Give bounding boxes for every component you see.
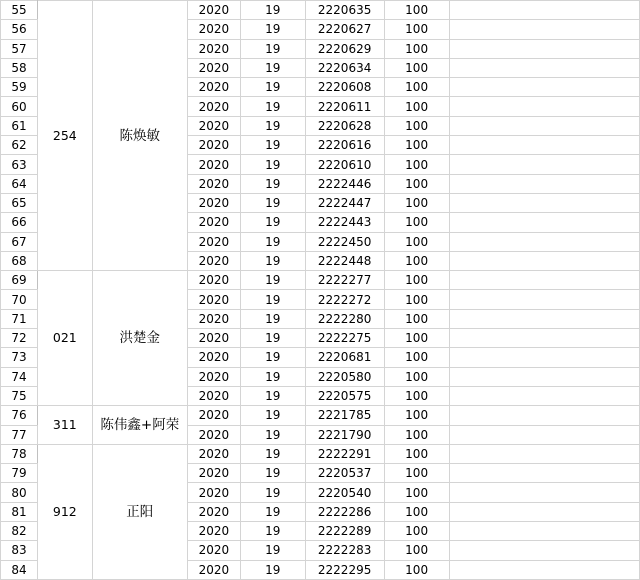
group-code-cell[interactable]: 021 [38,271,93,406]
number-cell[interactable]: 19 [240,232,305,251]
score-cell[interactable]: 100 [384,386,449,405]
score-cell[interactable]: 100 [384,483,449,502]
group-name-cell[interactable]: 陈伟鑫+阿荣 [92,406,187,445]
empty-cell[interactable] [449,444,639,463]
score-cell[interactable]: 100 [384,213,449,232]
number-cell[interactable]: 19 [240,464,305,483]
number-cell[interactable]: 19 [240,155,305,174]
row-number[interactable]: 56 [1,20,38,39]
year-cell[interactable]: 2020 [187,522,240,541]
year-cell[interactable]: 2020 [187,271,240,290]
year-cell[interactable]: 2020 [187,58,240,77]
id-cell[interactable]: 2220608 [305,78,384,97]
id-cell[interactable]: 2220611 [305,97,384,116]
number-cell[interactable]: 19 [240,116,305,135]
empty-cell[interactable] [449,367,639,386]
year-cell[interactable]: 2020 [187,444,240,463]
score-cell[interactable]: 100 [384,193,449,212]
empty-cell[interactable] [449,1,639,20]
empty-cell[interactable] [449,174,639,193]
empty-cell[interactable] [449,97,639,116]
row-number[interactable]: 80 [1,483,38,502]
row-number[interactable]: 67 [1,232,38,251]
id-cell[interactable]: 2220681 [305,348,384,367]
id-cell[interactable]: 2222275 [305,329,384,348]
year-cell[interactable]: 2020 [187,116,240,135]
score-cell[interactable]: 100 [384,97,449,116]
table-row [1,406,640,425]
row-number[interactable]: 72 [1,329,38,348]
score-cell[interactable]: 100 [384,560,449,579]
row-number[interactable]: 62 [1,136,38,155]
id-cell[interactable]: 2222277 [305,271,384,290]
year-cell[interactable]: 2020 [187,39,240,58]
year-cell[interactable]: 2020 [187,483,240,502]
number-cell[interactable]: 19 [240,367,305,386]
score-cell[interactable]: 100 [384,232,449,251]
empty-cell[interactable] [449,116,639,135]
score-cell[interactable]: 100 [384,425,449,444]
id-cell[interactable]: 2222448 [305,251,384,270]
empty-cell[interactable] [449,58,639,77]
id-cell[interactable]: 2222446 [305,174,384,193]
number-cell[interactable]: 19 [240,348,305,367]
row-number[interactable]: 70 [1,290,38,309]
id-cell[interactable]: 2222286 [305,502,384,521]
number-cell[interactable]: 19 [240,58,305,77]
id-cell[interactable]: 2222289 [305,522,384,541]
score-cell[interactable]: 100 [384,290,449,309]
year-cell[interactable]: 2020 [187,20,240,39]
empty-cell[interactable] [449,329,639,348]
id-cell[interactable]: 2220634 [305,58,384,77]
empty-cell[interactable] [449,78,639,97]
score-cell[interactable]: 100 [384,174,449,193]
empty-cell[interactable] [449,251,639,270]
score-cell[interactable]: 100 [384,541,449,560]
empty-cell[interactable] [449,541,639,560]
empty-cell[interactable] [449,483,639,502]
score-cell[interactable]: 100 [384,444,449,463]
year-cell[interactable]: 2020 [187,329,240,348]
id-cell[interactable]: 2222272 [305,290,384,309]
year-cell[interactable]: 2020 [187,560,240,579]
number-cell[interactable]: 19 [240,97,305,116]
score-cell[interactable]: 100 [384,348,449,367]
empty-cell[interactable] [449,560,639,579]
id-cell[interactable]: 2222295 [305,560,384,579]
year-cell[interactable]: 2020 [187,406,240,425]
empty-cell[interactable] [449,39,639,58]
number-cell[interactable]: 19 [240,386,305,405]
number-cell[interactable]: 19 [240,483,305,502]
year-cell[interactable]: 2020 [187,464,240,483]
year-cell[interactable]: 2020 [187,425,240,444]
score-cell[interactable]: 100 [384,309,449,328]
group-name-cell[interactable]: 陈焕敏 [92,1,187,271]
year-cell[interactable]: 2020 [187,251,240,270]
row-number[interactable]: 83 [1,541,38,560]
grid-body [1,1,640,580]
number-cell[interactable]: 19 [240,39,305,58]
score-cell[interactable]: 100 [384,464,449,483]
number-cell[interactable]: 19 [240,290,305,309]
id-cell[interactable]: 2222450 [305,232,384,251]
empty-cell[interactable] [449,522,639,541]
number-cell[interactable]: 19 [240,271,305,290]
empty-cell[interactable] [449,136,639,155]
group-name-cell[interactable]: 正阳 [92,444,187,579]
row-number[interactable]: 64 [1,174,38,193]
empty-cell[interactable] [449,213,639,232]
row-number[interactable]: 77 [1,425,38,444]
year-cell[interactable]: 2020 [187,1,240,20]
score-cell[interactable]: 100 [384,116,449,135]
year-cell[interactable]: 2020 [187,136,240,155]
empty-cell[interactable] [449,155,639,174]
empty-cell[interactable] [449,193,639,212]
row-number[interactable]: 76 [1,406,38,425]
row-number[interactable]: 69 [1,271,38,290]
year-cell[interactable]: 2020 [187,367,240,386]
row-number[interactable]: 60 [1,97,38,116]
row-number[interactable]: 55 [1,1,38,20]
year-cell[interactable]: 2020 [187,232,240,251]
group-name-cell[interactable]: 洪楚金 [92,271,187,406]
empty-cell[interactable] [449,464,639,483]
empty-cell[interactable] [449,290,639,309]
id-cell[interactable]: 2220575 [305,386,384,405]
score-cell[interactable]: 100 [384,58,449,77]
score-cell[interactable]: 100 [384,136,449,155]
row-number[interactable]: 74 [1,367,38,386]
number-cell[interactable]: 19 [240,20,305,39]
id-cell[interactable]: 2222283 [305,541,384,560]
number-cell[interactable]: 19 [240,1,305,20]
id-cell[interactable]: 2220540 [305,483,384,502]
id-cell[interactable]: 2220537 [305,464,384,483]
row-number[interactable]: 84 [1,560,38,579]
number-cell[interactable]: 19 [240,425,305,444]
row-number[interactable]: 82 [1,522,38,541]
score-cell[interactable]: 100 [384,271,449,290]
year-cell[interactable]: 2020 [187,541,240,560]
id-cell[interactable]: 2220580 [305,367,384,386]
score-cell[interactable]: 100 [384,522,449,541]
empty-cell[interactable] [449,309,639,328]
id-cell[interactable]: 2221785 [305,406,384,425]
number-cell[interactable]: 19 [240,502,305,521]
row-number[interactable]: 68 [1,251,38,270]
row-number[interactable]: 79 [1,464,38,483]
id-cell[interactable]: 2222291 [305,444,384,463]
table-row [1,271,640,290]
score-cell[interactable]: 100 [384,78,449,97]
number-cell[interactable]: 19 [240,136,305,155]
number-cell[interactable]: 19 [240,444,305,463]
row-number[interactable]: 58 [1,58,38,77]
number-cell[interactable]: 19 [240,174,305,193]
row-number[interactable]: 59 [1,78,38,97]
score-cell[interactable]: 100 [384,502,449,521]
score-cell[interactable]: 100 [384,20,449,39]
group-code-cell[interactable]: 311 [38,406,93,445]
year-cell[interactable]: 2020 [187,348,240,367]
empty-cell[interactable] [449,386,639,405]
row-number[interactable]: 78 [1,444,38,463]
number-cell[interactable]: 19 [240,541,305,560]
id-cell[interactable]: 2222443 [305,213,384,232]
number-cell[interactable]: 19 [240,309,305,328]
number-cell[interactable]: 19 [240,406,305,425]
number-cell[interactable]: 19 [240,560,305,579]
row-number[interactable]: 71 [1,309,38,328]
score-cell[interactable]: 100 [384,39,449,58]
year-cell[interactable]: 2020 [187,213,240,232]
number-cell[interactable]: 19 [240,522,305,541]
number-cell[interactable]: 19 [240,193,305,212]
row-number[interactable]: 57 [1,39,38,58]
year-cell[interactable]: 2020 [187,174,240,193]
group-code-cell[interactable]: 254 [38,1,93,271]
id-cell[interactable]: 2220629 [305,39,384,58]
year-cell[interactable]: 2020 [187,386,240,405]
year-cell[interactable]: 2020 [187,193,240,212]
id-cell[interactable]: 2220635 [305,1,384,20]
empty-cell[interactable] [449,425,639,444]
year-cell[interactable]: 2020 [187,155,240,174]
row-number[interactable]: 73 [1,348,38,367]
empty-cell[interactable] [449,502,639,521]
empty-cell[interactable] [449,348,639,367]
row-number[interactable]: 75 [1,386,38,405]
score-cell[interactable]: 100 [384,251,449,270]
score-cell[interactable]: 100 [384,329,449,348]
id-cell[interactable]: 2222447 [305,193,384,212]
row-number[interactable]: 63 [1,155,38,174]
year-cell[interactable]: 2020 [187,309,240,328]
year-cell[interactable]: 2020 [187,97,240,116]
empty-cell[interactable] [449,406,639,425]
year-cell[interactable]: 2020 [187,290,240,309]
id-cell[interactable]: 2220616 [305,136,384,155]
row-number[interactable]: 61 [1,116,38,135]
id-cell[interactable]: 2220627 [305,20,384,39]
number-cell[interactable]: 19 [240,213,305,232]
row-number[interactable]: 81 [1,502,38,521]
id-cell[interactable]: 2220610 [305,155,384,174]
row-number[interactable]: 66 [1,213,38,232]
id-cell[interactable]: 2222280 [305,309,384,328]
id-cell[interactable]: 2220628 [305,116,384,135]
table-row [1,1,640,20]
score-cell[interactable]: 100 [384,155,449,174]
number-cell[interactable]: 19 [240,251,305,270]
year-cell[interactable]: 2020 [187,78,240,97]
group-code-cell[interactable]: 912 [38,444,93,579]
table-row [1,444,640,463]
empty-cell[interactable] [449,20,639,39]
empty-cell[interactable] [449,271,639,290]
number-cell[interactable]: 19 [240,329,305,348]
empty-cell[interactable] [449,232,639,251]
number-cell[interactable]: 19 [240,78,305,97]
score-cell[interactable]: 100 [384,406,449,425]
year-cell[interactable]: 2020 [187,502,240,521]
id-cell[interactable]: 2221790 [305,425,384,444]
row-number[interactable]: 65 [1,193,38,212]
score-cell[interactable]: 100 [384,367,449,386]
score-cell[interactable]: 100 [384,1,449,20]
